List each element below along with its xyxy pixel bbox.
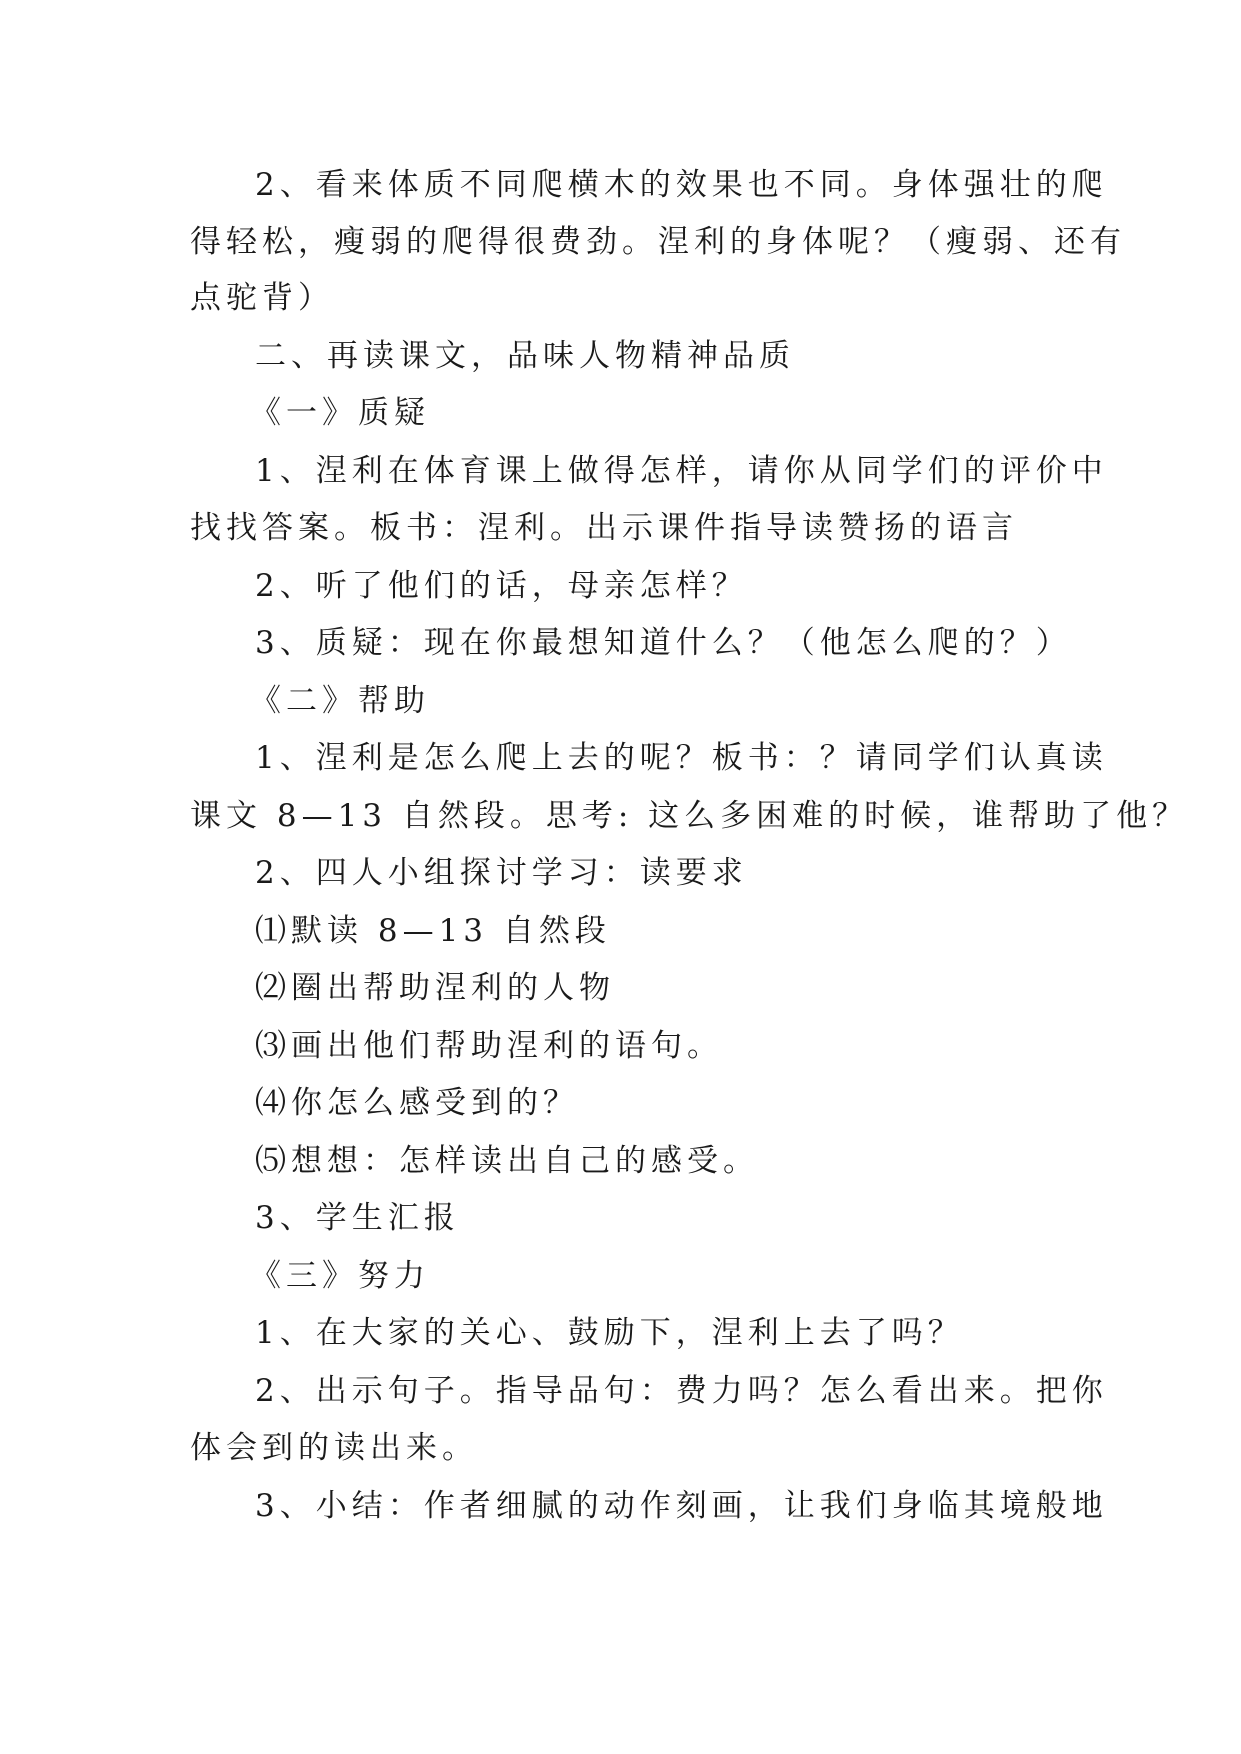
paragraph-line: 1、涅利是怎么爬上去的呢？板书：？请同学们认真读 — [255, 740, 1108, 776]
list-item: ⑸想想：怎样读出自己的感受。 — [255, 1143, 759, 1179]
paragraph-line: 2、听了他们的话，母亲怎样？ — [255, 568, 748, 604]
subsection-heading: 《一》质疑 — [250, 395, 430, 431]
paragraph-line: 找找答案。板书：涅利。出示课件指导读赞扬的语言 — [190, 510, 1018, 546]
paragraph-line: 2、出示句子。指导品句：费力吗？怎么看出来。把你 — [255, 1373, 1108, 1409]
paragraph-line: 课文 8—13 自然段。思考: 这么多困难的时候，谁帮助了他？ — [190, 798, 1189, 834]
subsection-heading: 《二》帮助 — [250, 683, 430, 719]
paragraph-line: 3、学生汇报 — [255, 1200, 460, 1236]
list-item: ⑶画出他们帮助涅利的语句。 — [255, 1028, 723, 1064]
paragraph-line: 2、看来体质不同爬横木的效果也不同。身体强壮的爬 — [255, 167, 1108, 203]
paragraph-line: 点驼背） — [190, 280, 334, 316]
subsection-heading: 《三》努力 — [250, 1258, 430, 1294]
list-item: ⑴默读 8—13 自然段 — [255, 913, 611, 949]
paragraph-line: 1、涅利在体育课上做得怎样，请你从同学们的评价中 — [255, 453, 1108, 489]
paragraph-line: 得轻松，瘦弱的爬得很费劲。涅利的身体呢？（瘦弱、还有 — [190, 224, 1126, 260]
list-item: ⑷你怎么感受到的？ — [255, 1085, 579, 1121]
paragraph-line: 2、四人小组探讨学习：读要求 — [255, 855, 748, 891]
paragraph-line: 3、质疑：现在你最想知道什么？（他怎么爬的？） — [255, 625, 1072, 661]
paragraph-line: 1、在大家的关心、鼓励下，涅利上去了吗？ — [255, 1315, 964, 1351]
list-item: ⑵圈出帮助涅利的人物 — [255, 970, 615, 1006]
section-heading: 二、再读课文，品味人物精神品质 — [255, 338, 795, 374]
paragraph-line: 3、小结：作者细腻的动作刻画，让我们身临其境般地 — [255, 1488, 1108, 1524]
paragraph-line: 体会到的读出来。 — [190, 1430, 478, 1466]
